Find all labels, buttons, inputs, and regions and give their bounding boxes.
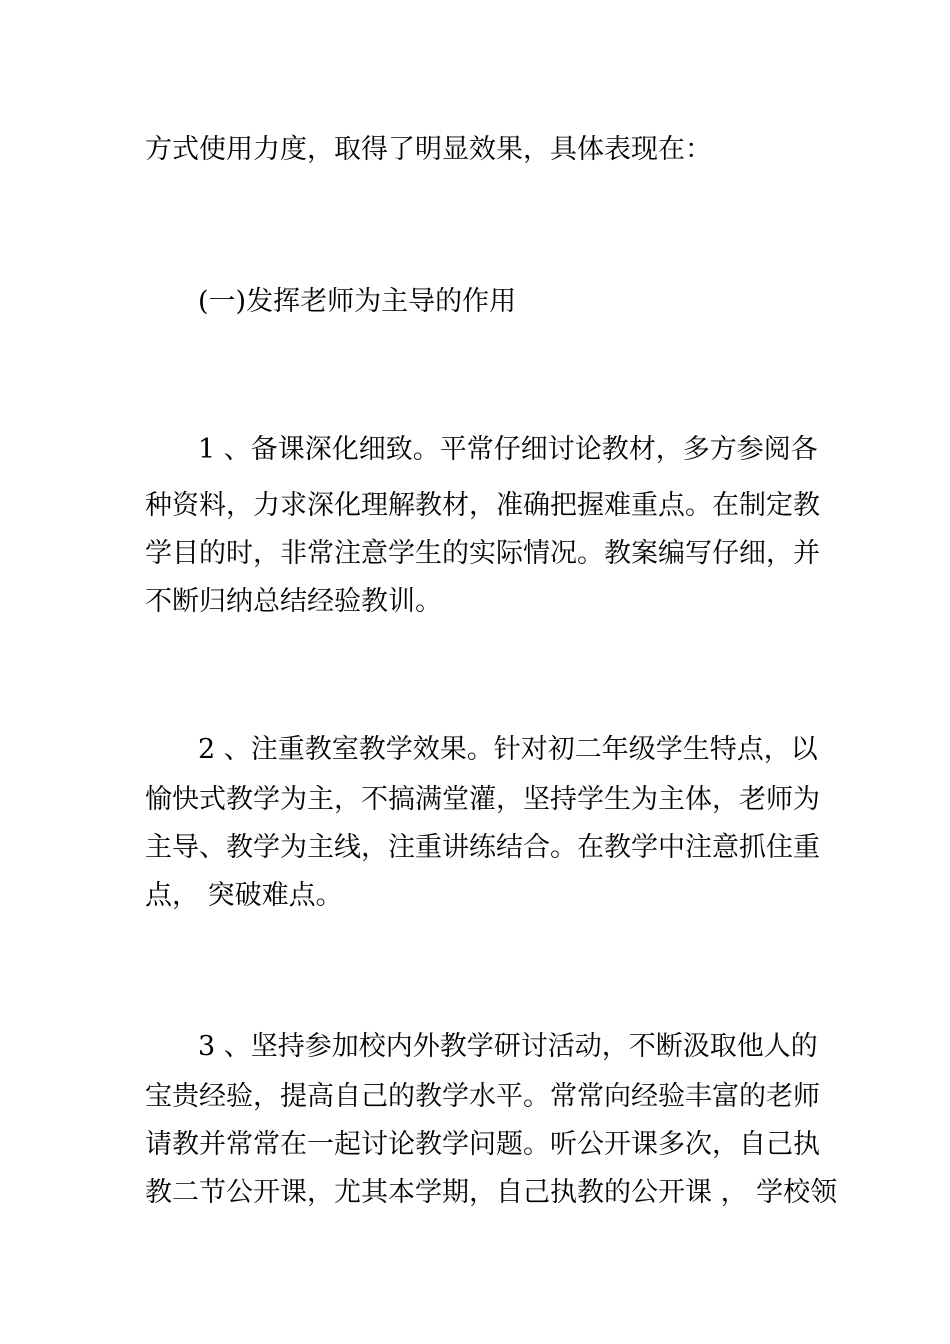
paragraph-line: 2 、注重教室教学效果。针对初二年级学生特点，以 xyxy=(198,734,818,765)
section-heading: (一)发挥老师为主导的作用 xyxy=(198,286,517,317)
paragraph-line: 愉快式教学为主，不搞满堂灌，坚持学生为主体，老师为 xyxy=(145,784,820,815)
paragraph-line: 请教并常常在一起讨论教学问题。听公开课多次，自己执 xyxy=(145,1129,820,1160)
paragraph-line: 宝贵经验，提高自己的教学水平。常常向经验丰富的老师 xyxy=(145,1081,820,1112)
paragraph-line: 不断归纳总结经验教训。 xyxy=(145,586,442,617)
paragraph-line: 点， 突破难点。 xyxy=(145,880,343,911)
paragraph-line: 1 、备课深化细致。平常仔细讨论教材，多方参阅各 xyxy=(198,434,818,465)
paragraph-line: 教二节公开课，尤其本学期，自己执教的公开课 ， 学校领 xyxy=(145,1177,838,1208)
paragraph-line: 3 、坚持参加校内外教学研讨活动，不断汲取他人的 xyxy=(198,1031,818,1062)
paragraph-line: 学目的时，非常注意学生的实际情况。教案编写仔细，并 xyxy=(145,538,820,569)
paragraph-line: 种资料，力求深化理解教材，准确把握难重点。在制定教 xyxy=(145,490,820,521)
paragraph-line: 主导、教学为主线，注重讲练结合。在教学中注意抓住重 xyxy=(145,832,820,863)
intro-line: 方式使用力度，取得了明显效果，具体表现在： xyxy=(145,134,712,165)
